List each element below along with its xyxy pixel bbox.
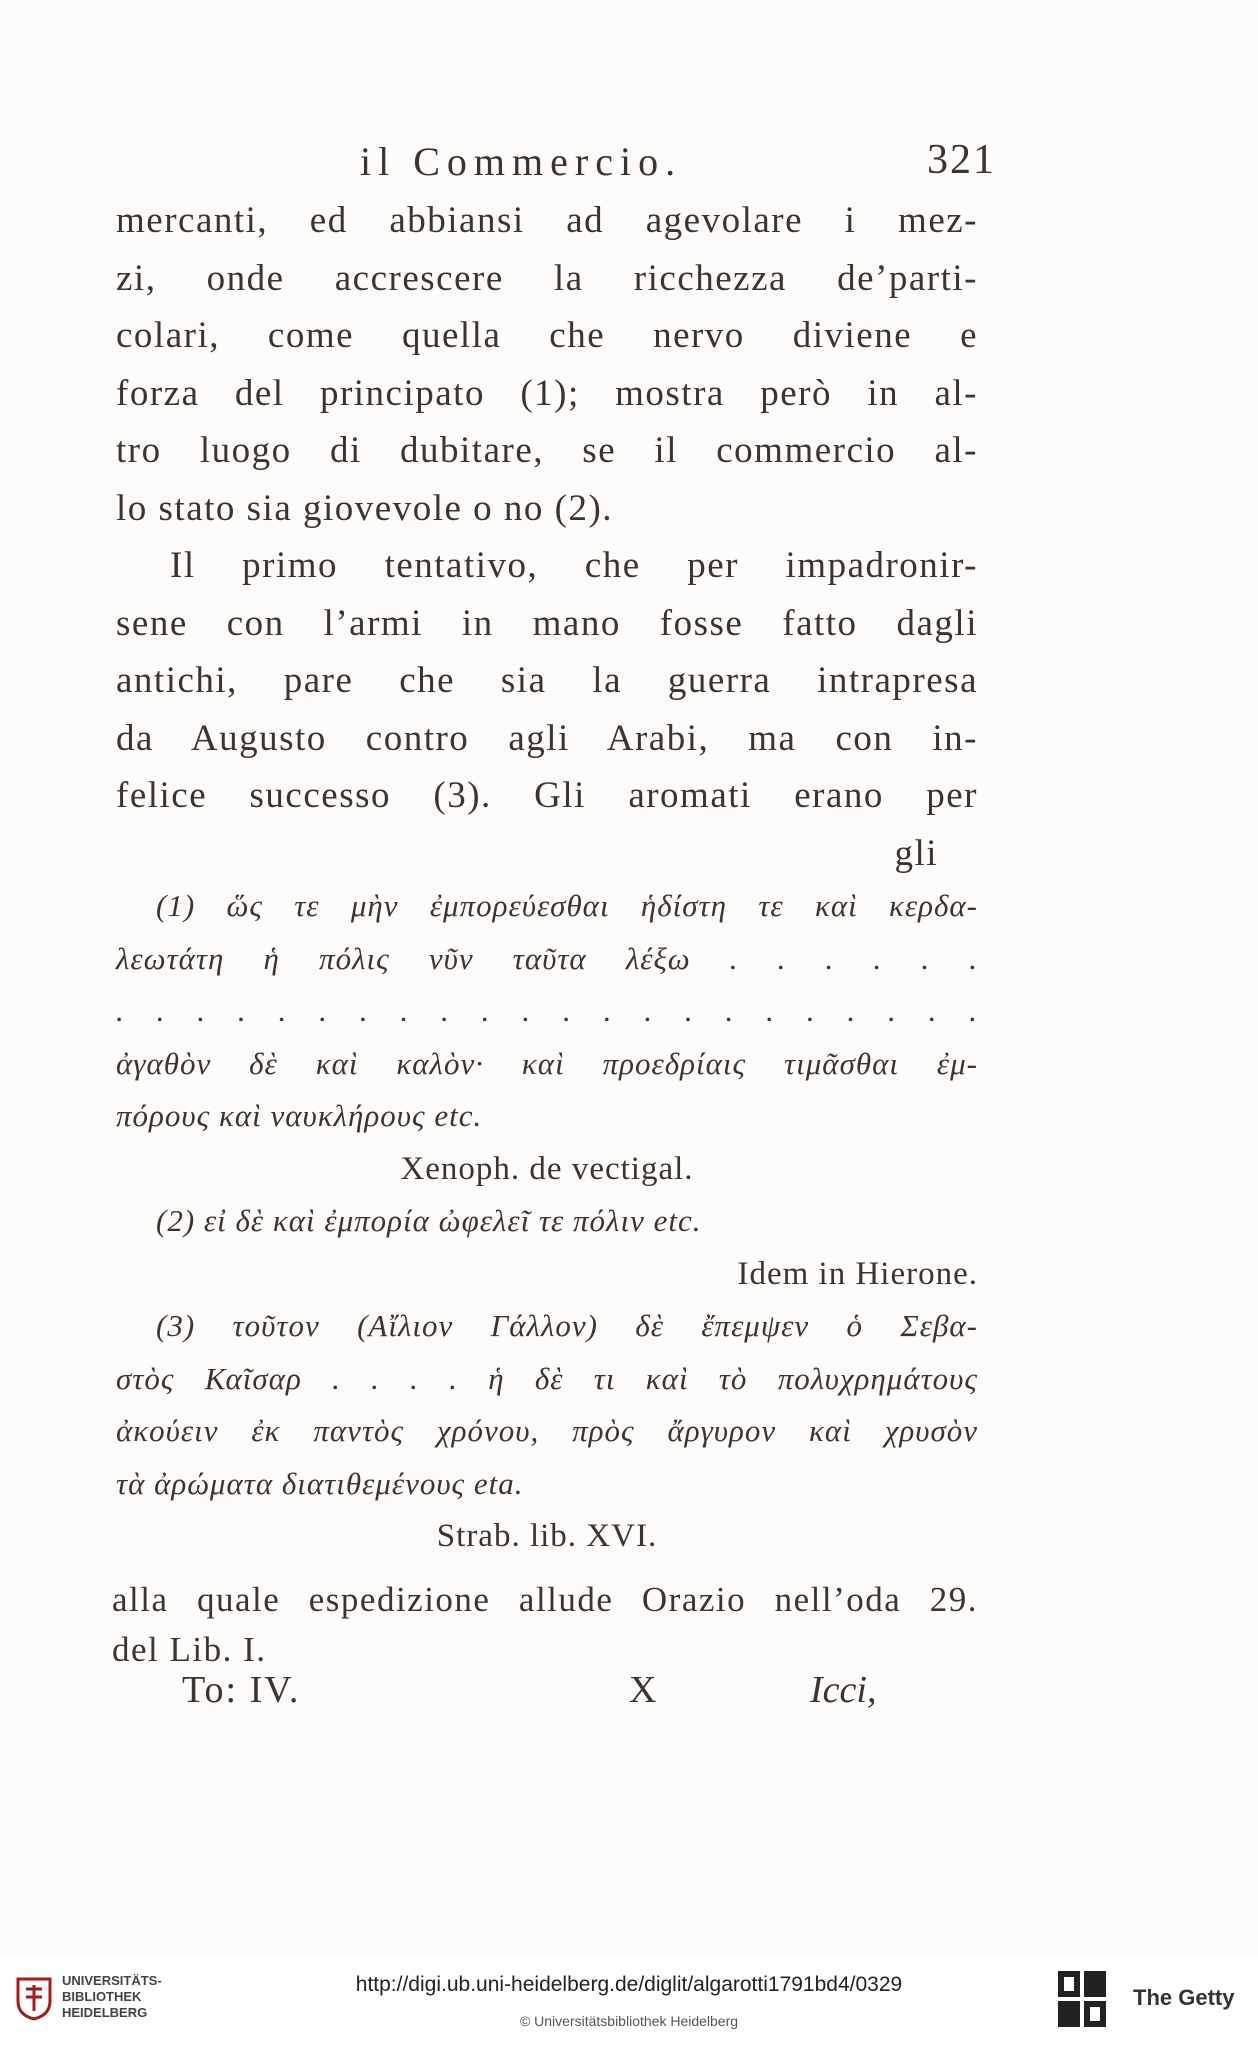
footnote-line: (3) τοῦτον (Αἴλιον Γάλλον) δὲ ἔπεμψεν ὁ Σεβα- xyxy=(156,1308,978,1343)
gathering-mark: X xyxy=(629,1669,657,1711)
institution-name: UNIVERSITÄTS- BIBLIOTHEK HEIDELBERG xyxy=(62,1973,162,2020)
getty-logo-icon xyxy=(1058,1971,1108,2027)
body-line: da Augusto contro agli Arabi, ma con in- xyxy=(116,717,978,759)
body-line: sene con l’armi in mano fosse fatto dagli xyxy=(116,602,978,644)
footnote-source: Xenoph. de vectigal. xyxy=(400,1150,694,1187)
footnote-line: (2) εἰ δὲ καὶ ἐμπορία ὠφελεῖ τε πόλιν etc. xyxy=(156,1203,702,1238)
footnote-line: . . . . . . . . . . . . . . . . . . . . . . xyxy=(116,993,978,1028)
body-line: mercanti, ed abbiansi ad agevolare i mez- xyxy=(116,200,978,241)
viewer-footer xyxy=(0,1955,1258,2047)
running-head: il Commercio. xyxy=(360,139,683,184)
body-line: felice successo (3). Gli aromati erano per xyxy=(116,775,978,816)
footnote-source: Idem in Hierone. xyxy=(737,1255,978,1292)
body-line: antichi, pare che sia la guerra intrapresa xyxy=(116,660,978,701)
footnote-line: λεωτάτη ἡ πόλις νῦν ταῦτα λέξω . . . . . . xyxy=(116,940,978,976)
body-line: zi, onde accrescere la ricchezza de’parti- xyxy=(116,257,978,299)
body-line: tro luogo di dubitare, se il commercio al- xyxy=(116,430,978,471)
body-line: forza del principato (1); mostra però in al- xyxy=(116,372,978,414)
permalink-url[interactable]: http://digi.ub.uni-heidelberg.de/diglit/algarotti1791bd4/0329 xyxy=(355,1973,903,1996)
body-line: lo stato sia giovevole o no (2). xyxy=(116,487,614,529)
footnote-line: ἀκούειν ἐκ παντὸς χρόνου, πρὸς ἄργυρον καὶ χρυσὸν xyxy=(116,1413,978,1448)
footnote-line: (1) ὥς τε μὴν ἐμπορεύεσθαι ἡδίστη τε καὶ κερδα- xyxy=(156,888,978,923)
catchword: gli xyxy=(894,832,938,874)
body-line: del Lib. I. xyxy=(112,1630,267,1669)
signature-line xyxy=(182,1668,902,1728)
catchword-next: Icci, xyxy=(810,1669,877,1711)
partner-name: The Getty xyxy=(1133,1985,1235,2010)
footnote-line: τὰ ἀρώματα διατιθεμένους eta. xyxy=(116,1465,524,1501)
page-number: 321 xyxy=(927,137,996,183)
body-line: Il primo tentativo, che per impadronir- xyxy=(170,545,978,586)
footnote-line: ἀγαθὸν δὲ καὶ καλὸν· καὶ προεδρίαις τιμᾶσθαι ἐμ- xyxy=(116,1045,978,1081)
footnote-line: πόρους καὶ ναυκλήρους etc. xyxy=(116,1098,483,1133)
body-line: colari, come quella che nervo diviene e xyxy=(116,315,978,356)
copyright-notice: © Universitätsbibliothek Heidelberg xyxy=(519,2013,739,2029)
volume-mark: To: IV. xyxy=(182,1669,301,1711)
footnotes xyxy=(116,880,978,1563)
continuation-text xyxy=(112,1575,978,1675)
footnote-line: στὸς Καῖσαρ . . . . ἡ δὲ τι καὶ τὸ πολυχρημάτους xyxy=(116,1360,978,1396)
body-line: alla quale espedizione allude Orazio nell’oda 29. xyxy=(112,1580,978,1619)
footnote-source: Strab. lib. XVI. xyxy=(436,1518,658,1554)
body-text xyxy=(116,192,978,882)
